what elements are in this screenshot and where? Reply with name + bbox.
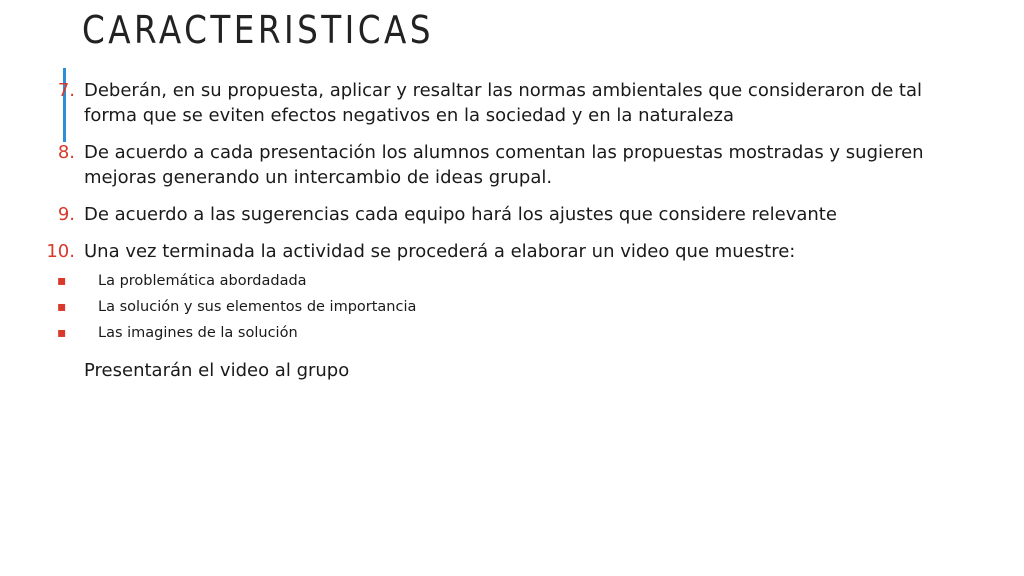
- sub-item-text: La problemática abordadada: [98, 273, 307, 289]
- item-number: 8.: [57, 142, 75, 163]
- list-item-8: [0, 140, 1024, 190]
- sub-list-item: [0, 320, 1024, 346]
- list-item-9: [0, 202, 1024, 227]
- square-bullet-icon: ▪: [57, 299, 67, 315]
- closing-line: [0, 358, 1024, 383]
- item-number: 9.: [57, 204, 75, 225]
- sub-item-text: La solución y sus elementos de importancia: [98, 299, 417, 315]
- sub-list-item: [0, 294, 1024, 320]
- sub-list-item: [0, 268, 1024, 294]
- item-number: 7.: [57, 80, 75, 101]
- closing-text: Presentarán el video al grupo: [84, 360, 350, 381]
- slide-content: [0, 78, 1024, 383]
- square-bullet-icon: ▪: [57, 273, 67, 289]
- item-text: De acuerdo a las sugerencias cada equipo hará los ajustes que considere relevante: [84, 204, 837, 225]
- item-number: 10.: [46, 241, 75, 262]
- sub-list: [0, 268, 1024, 346]
- square-bullet-icon: ▪: [57, 325, 67, 341]
- slide-title: CARACTERISTICAS: [82, 8, 434, 52]
- item-text: Una vez terminada la actividad se procederá a elaborar un video que muestre:: [84, 241, 796, 262]
- list-item-10: [0, 239, 1024, 264]
- sub-item-text: Las imagines de la solución: [98, 325, 298, 341]
- list-item-7: [0, 78, 1024, 128]
- item-text: Deberán, en su propuesta, aplicar y resaltar las normas ambientales que consideraron de tal forma que se eviten efectos negativos en la sociedad y en la naturaleza: [84, 80, 923, 126]
- item-text: De acuerdo a cada presentación los alumnos comentan las propuestas mostradas y sugieren mejoras generando un intercambio de ideas grupal.: [84, 142, 924, 188]
